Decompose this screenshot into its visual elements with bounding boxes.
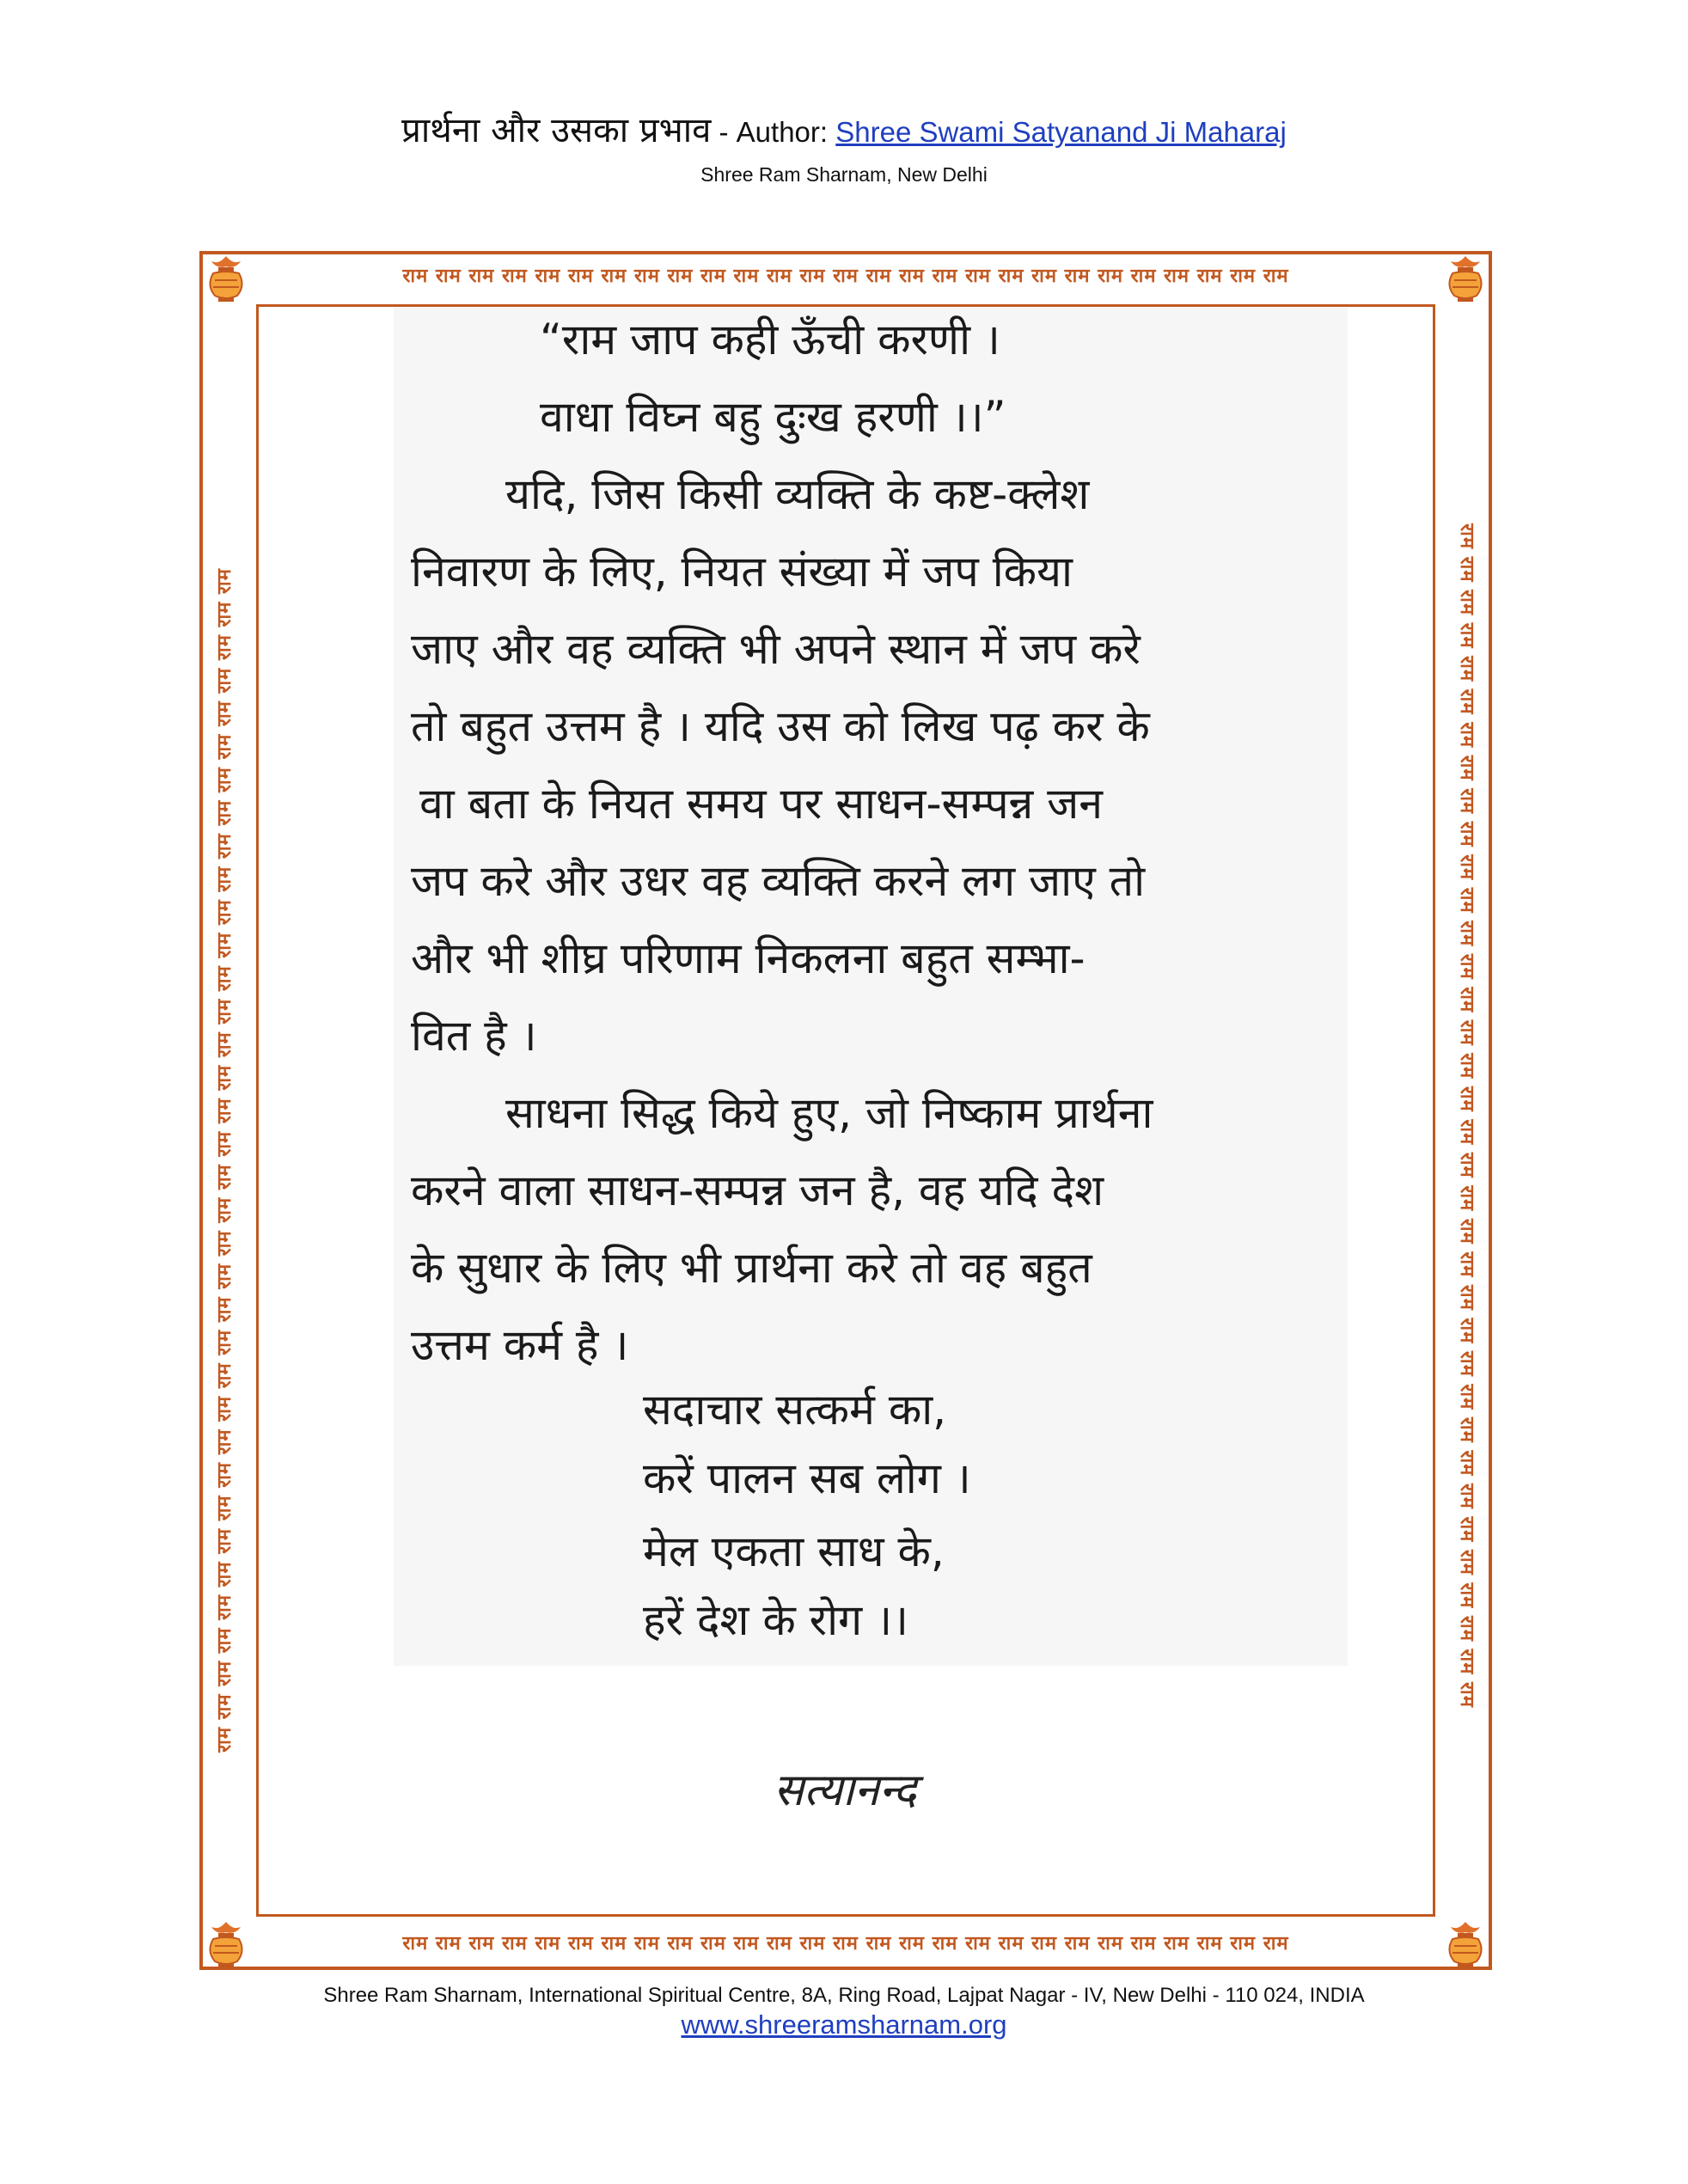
- footer-url-container: [0, 2010, 1688, 2040]
- text-line: वा बता के नियत समय पर साधन-सम्पन्न जन: [419, 779, 1103, 829]
- kalash-icon: [1442, 254, 1489, 303]
- text-line: साधना सिद्ध किये हुए, जो निष्काम प्रार्थना: [505, 1088, 1153, 1138]
- author-link[interactable]: Shree Swami Satyanand Ji Maharaj: [835, 116, 1287, 148]
- page-title: [0, 112, 1688, 151]
- text-line: जाए और वह व्यक्ति भी अपने स्थान में जप करे: [411, 624, 1141, 674]
- ram-border-top: राम राम राम राम राम राम राम राम राम राम राम राम राम राम राम राम राम राम राम राम राम राम राम राम राम राम राम: [402, 266, 1289, 287]
- author-label: - Author:: [711, 116, 836, 148]
- text-line: हरें देश के रोग ।।: [643, 1595, 908, 1645]
- text-line: उत्तम कर्म है ।: [411, 1320, 629, 1370]
- kalash-icon: [203, 1920, 249, 1968]
- text-line: वित है ।: [411, 1011, 537, 1061]
- text-line: करने वाला साधन-सम्पन्न जन है, वह यदि देश: [411, 1165, 1104, 1215]
- text-line: निवारण के लिए, नियत संख्या में जप किया: [411, 547, 1073, 596]
- text-line: “राम जाप कही ऊँची करणी ।: [540, 315, 1000, 364]
- ram-border-left: राम राम राम राम राम राम राम राम राम राम राम राम राम राम राम राम राम राम राम राम राम राम राम राम राम राम राम राम राम राम राम राम राम राम राम राम: [214, 568, 235, 1753]
- ram-border-right: राम राम राम राम राम राम राम राम राम राम राम राम राम राम राम राम राम राम राम राम राम राम राम राम राम राम राम राम राम राम राम राम राम राम राम राम: [1456, 523, 1477, 1708]
- website-link[interactable]: www.shreeramsharnam.org: [681, 2010, 1007, 2040]
- text-line: के सुधार के लिए भी प्रार्थना करे तो वह बहुत: [411, 1243, 1092, 1293]
- kalash-icon: [1442, 1920, 1489, 1968]
- kalash-icon: [203, 254, 249, 303]
- text-line: जप करे और उधर वह व्यक्ति करने लग जाए तो: [411, 856, 1146, 906]
- text-line: यदि, जिस किसी व्यक्ति के कष्ट-क्लेश: [505, 469, 1090, 519]
- text-line: करें पालन सब लोग ।: [643, 1453, 971, 1503]
- text-line: तो बहुत उत्तम है । यदि उस को लिख पढ़ कर के: [411, 701, 1150, 751]
- text-line: वाधा विघ्न बहु दुःख हरणी ।।”: [540, 392, 1006, 442]
- ram-border-bottom: राम राम राम राम राम राम राम राम राम राम राम राम राम राम राम राम राम राम राम राम राम राम राम राम राम राम राम: [402, 1933, 1289, 1955]
- page-subtitle: Shree Ram Sharnam, New Delhi: [700, 163, 988, 186]
- text-line: और भी शीघ्र परिणाम निकलना बहुत सम्भा-: [411, 933, 1086, 983]
- footer-address: Shree Ram Sharnam, International Spiritual Centre, 8A, Ring Road, Lajpat Nagar - IV, New Delhi - 110 024, INDIA: [323, 1984, 1365, 2007]
- text-line: मेल एकता साध के,: [643, 1526, 945, 1576]
- text-line: सदाचार सत्कर्म का,: [643, 1385, 947, 1435]
- signature: सत्यानन्द: [774, 1765, 917, 1816]
- title-hindi: प्रार्थना और उसका प्रभाव: [401, 111, 712, 150]
